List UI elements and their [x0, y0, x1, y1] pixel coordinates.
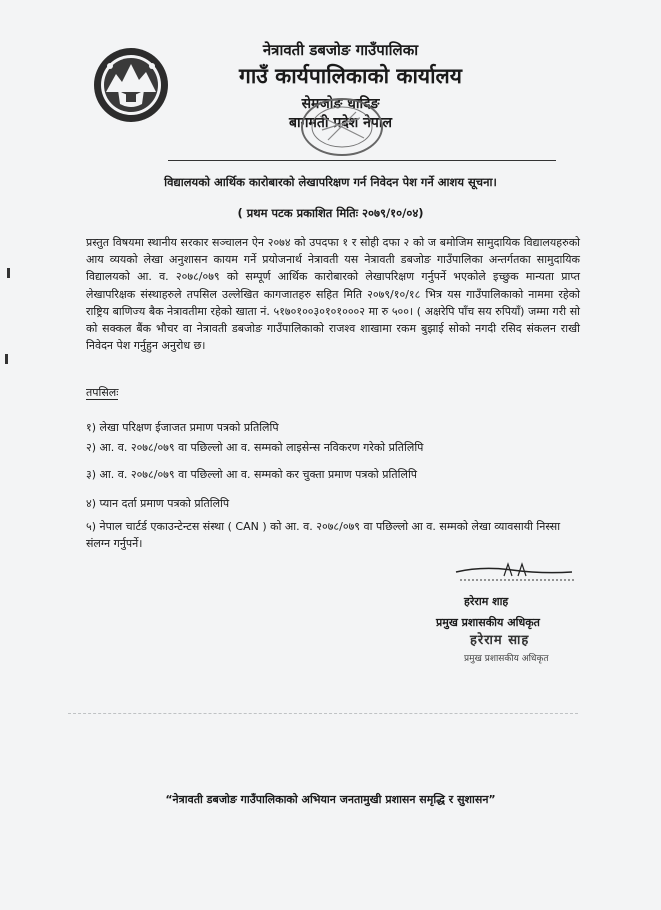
notice-title: विद्यालयको आर्थिक कारोबारको लेखापरिक्षण गर्न निवेदन पेश गर्ने आशय सूचना। [164, 175, 497, 189]
notice-body: प्रस्तुत विषयमा स्थानीय सरकार सञ्चालन ऐन २०७४ को उपदफा १ र सोही दफा २ को ज बमोजिम सामुदायिक विद्यालयहरुको आय व्ययको लेखा अनुशासन कायम गर्ने प्रयोजनार्थ नेत्रावती यस नेत्रावती डबजोङ गाउँपालिका अन्तर्गतका सामुदायिक विद्यालयको आ. व. २०७८/०७९ को सम्पूर्ण आर्थिक कारोबारको लेखापरिक्षण गर्नुपर्ने भएकोले इच्छुक मान्यता प्राप्त लेखापरिक्षक संस्थाहरुले तपसिल उल्लेखित कागजातहरु सहित मिति २०७९/१०/१८ भित्र यस गाउँपालिकाको नाममा रहेको राष्ट्रिय बाणिज्य बैक नेत्रावतीमा रहेको खाता नं. ५१७०१००३०१०१०००२ मा रु ५००। ( अक्षरेपि पाँच सय रुपियाँ) जम्मा गरी सो को सक्कल बैंक भौचर वा नेत्रावती डबजोङ गाउँपालिकाको राजश्व शाखामा रकम बुझाई सोको नगदी रसिद संकलन राखी निवेदन पेश गर्नुहुन अनुरोध छ। [86, 236, 580, 353]
scan-mark [7, 268, 10, 278]
list-label: तपसिलः [86, 386, 119, 399]
footer-slogan: “नेत्रावती डबजोङ गाउँपालिकाको अभियान जनतामुखी प्रशासन समृद्धि र सुशासन” [165, 793, 496, 806]
municipality-name: नेत्रावती डबजोङ गाउँपालिका [262, 41, 419, 59]
signatory-designation: प्रमुख प्रशासकीय अधिकृत [436, 616, 540, 629]
list-item: ५) नेपाल चार्टर्ड एकाउन्टेन्टस संस्था ( CAN ) को आ. व. २०७८/०७९ वा पछिल्लो आ व. सम्मको लेखा व्यावसायी निस्सा संलग्न गर्नुपर्ने। [86, 520, 561, 550]
list-item: ४) प्यान दर्ता प्रमाण पत्रको प्रतिलिपि [86, 497, 230, 510]
signature-mark-icon [452, 560, 578, 586]
list-item: १) लेखा परिक्षण ईजाजत प्रमाण पत्रको प्रतिलिपि [86, 421, 279, 434]
list-item: २) आ. व. २०७८/०७९ वा पछिल्लो आ व. सम्मको लाइसेन्स नविकरण गरेको प्रतिलिपि [86, 441, 424, 454]
office-location: सेमजोङ धादिङ [301, 96, 380, 112]
fold-line [68, 713, 578, 714]
title-rule [168, 160, 556, 161]
signatory-name: हरेराम शाह [464, 595, 509, 608]
scan-mark [5, 354, 8, 364]
name-stamp: हरेराम साह [470, 633, 530, 648]
designation-stamp: प्रमुख प्रशासकीय अधिकृत [464, 654, 549, 664]
office-name: गाउँ कार्यपालिकाको कार्यालय [239, 64, 462, 88]
office-round-stamp-icon [298, 96, 386, 158]
province-name: बागमती प्रदेश नेपाल [289, 115, 392, 131]
publish-date: ( प्रथम पटक प्रकाशित मितिः २०७९/१०/०४) [237, 206, 424, 220]
list-item: ३) आ. व. २०७८/०७९ वा पछिल्लो आ व. सम्मको कर चुक्ता प्रमाण पत्रको प्रतिलिपि [86, 468, 418, 481]
